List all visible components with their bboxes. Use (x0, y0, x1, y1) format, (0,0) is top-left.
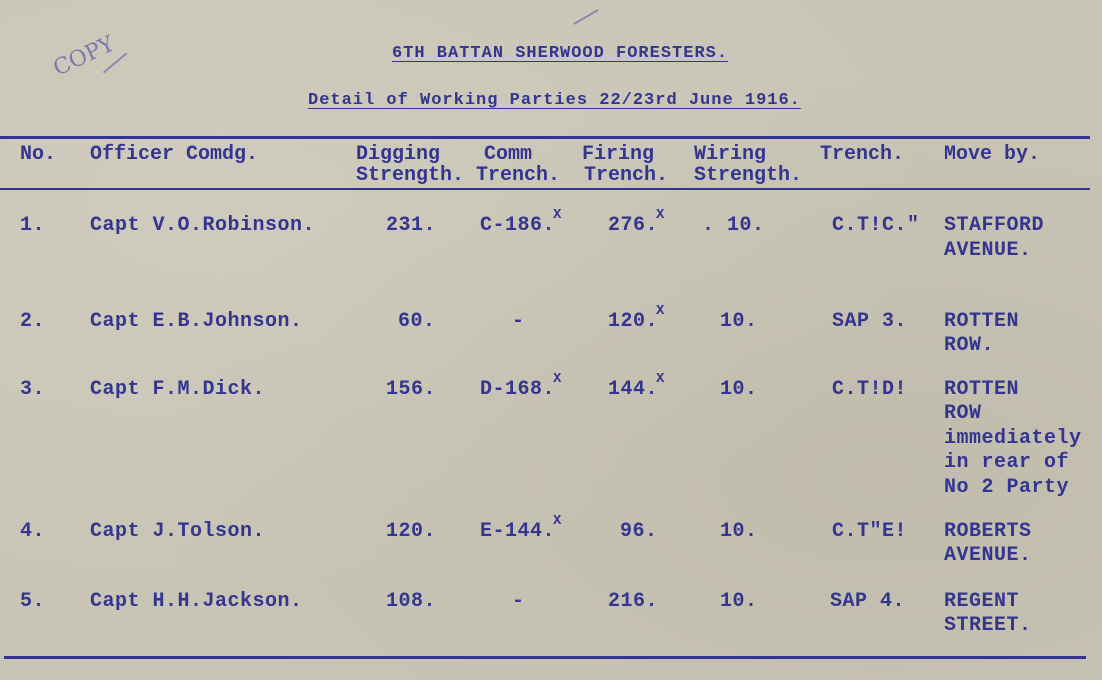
row-officer: Capt J.Tolson. (90, 520, 266, 543)
row-no: 3. (20, 378, 46, 401)
header-wiring: Wiring (694, 143, 767, 166)
x-mark: X (656, 371, 665, 387)
copy-handwritten-mark: COPY (49, 31, 119, 82)
row-comm (480, 371, 564, 401)
row-wiring: 10. (720, 378, 758, 401)
header-firing-2: Trench. (584, 164, 669, 187)
row-firing (608, 590, 658, 613)
row-officer: Capt F.M.Dick. (90, 378, 266, 401)
row-firing-value: 276. (608, 214, 659, 237)
x-mark: X (553, 371, 562, 387)
header-comm: Comm (484, 143, 533, 166)
row-move-1: REGENT (944, 590, 1020, 613)
row-comm-value: - (512, 310, 525, 333)
row-comm (480, 207, 564, 237)
row-digging: 231. (386, 214, 437, 237)
row-trench: C.T"E! (832, 520, 908, 543)
row-officer: Capt V.O.Robinson. (90, 214, 316, 237)
row-move-1: ROBERTS (944, 520, 1032, 543)
header-digging: Digging (356, 143, 441, 166)
header-move: Move by. (944, 143, 1041, 166)
table-top-rule (0, 136, 1090, 139)
header-no: No. (20, 143, 57, 166)
row-move-2: AVENUE. (944, 239, 1032, 262)
row-move-2: AVENUE. (944, 544, 1032, 567)
row-firing (620, 520, 658, 543)
row-comm (512, 590, 525, 613)
row-move-1: ROTTEN (944, 378, 1020, 401)
row-digging: 108. (386, 590, 437, 613)
row-firing-value: 144. (608, 378, 659, 401)
row-wiring: . 10. (702, 214, 765, 237)
row-move-4: in rear of (944, 451, 1070, 474)
row-wiring: 10. (720, 310, 758, 333)
row-wiring: 10. (720, 520, 758, 543)
header-officer: Officer Comdg. (90, 143, 259, 166)
row-trench: C.T!C." (832, 214, 920, 237)
row-comm-value: E-144. (480, 520, 556, 543)
row-firing (608, 303, 667, 333)
row-firing-value: 120. (608, 310, 659, 333)
document-subtitle: Detail of Working Parties 22/23rd June 1916. (308, 91, 801, 110)
row-no: 4. (20, 520, 46, 543)
header-wiring-2: Strength. (694, 164, 803, 187)
header-digging-2: Strength. (356, 164, 465, 187)
row-digging: 156. (386, 378, 437, 401)
document-title: 6TH BATTAN SHERWOOD FORESTERS. (392, 44, 729, 63)
x-mark: X (656, 303, 665, 319)
row-move-1: STAFFORD (944, 214, 1045, 237)
row-move-5: No 2 Party (944, 476, 1070, 499)
x-mark: X (656, 207, 665, 223)
header-comm-2: Trench. (476, 164, 561, 187)
row-move-1: ROTTEN (944, 310, 1020, 333)
row-move-2: ROW (944, 402, 982, 425)
row-comm (480, 513, 564, 543)
row-no: 1. (20, 214, 46, 237)
row-wiring: 10. (720, 590, 758, 613)
row-move-2: STREET. (944, 614, 1032, 637)
row-move-2: ROW. (944, 334, 995, 357)
table-bottom-rule (4, 656, 1086, 659)
row-firing-value: 96. (620, 520, 658, 543)
x-mark: X (553, 513, 562, 529)
row-trench: C.T!D! (832, 378, 908, 401)
row-no: 5. (20, 590, 46, 613)
pencil-mark (573, 9, 598, 25)
row-trench: SAP 3. (832, 310, 908, 333)
row-comm (512, 310, 525, 333)
row-officer: Capt E.B.Johnson. (90, 310, 303, 333)
row-comm-value: D-168. (480, 378, 556, 401)
row-firing (608, 371, 667, 401)
row-firing-value: 216. (608, 590, 659, 613)
row-comm-value: C-186. (480, 214, 556, 237)
row-move-3: immediately (944, 427, 1082, 450)
row-digging: 120. (386, 520, 437, 543)
x-mark: X (553, 207, 562, 223)
row-comm-value: - (512, 590, 525, 613)
row-officer: Capt H.H.Jackson. (90, 590, 303, 613)
header-firing: Firing (582, 143, 655, 166)
row-firing (608, 207, 667, 237)
row-trench: SAP 4. (830, 590, 906, 613)
header-trench: Trench. (820, 143, 905, 166)
header-bottom-rule (0, 188, 1090, 190)
row-no: 2. (20, 310, 46, 333)
row-digging: 60. (398, 310, 436, 333)
